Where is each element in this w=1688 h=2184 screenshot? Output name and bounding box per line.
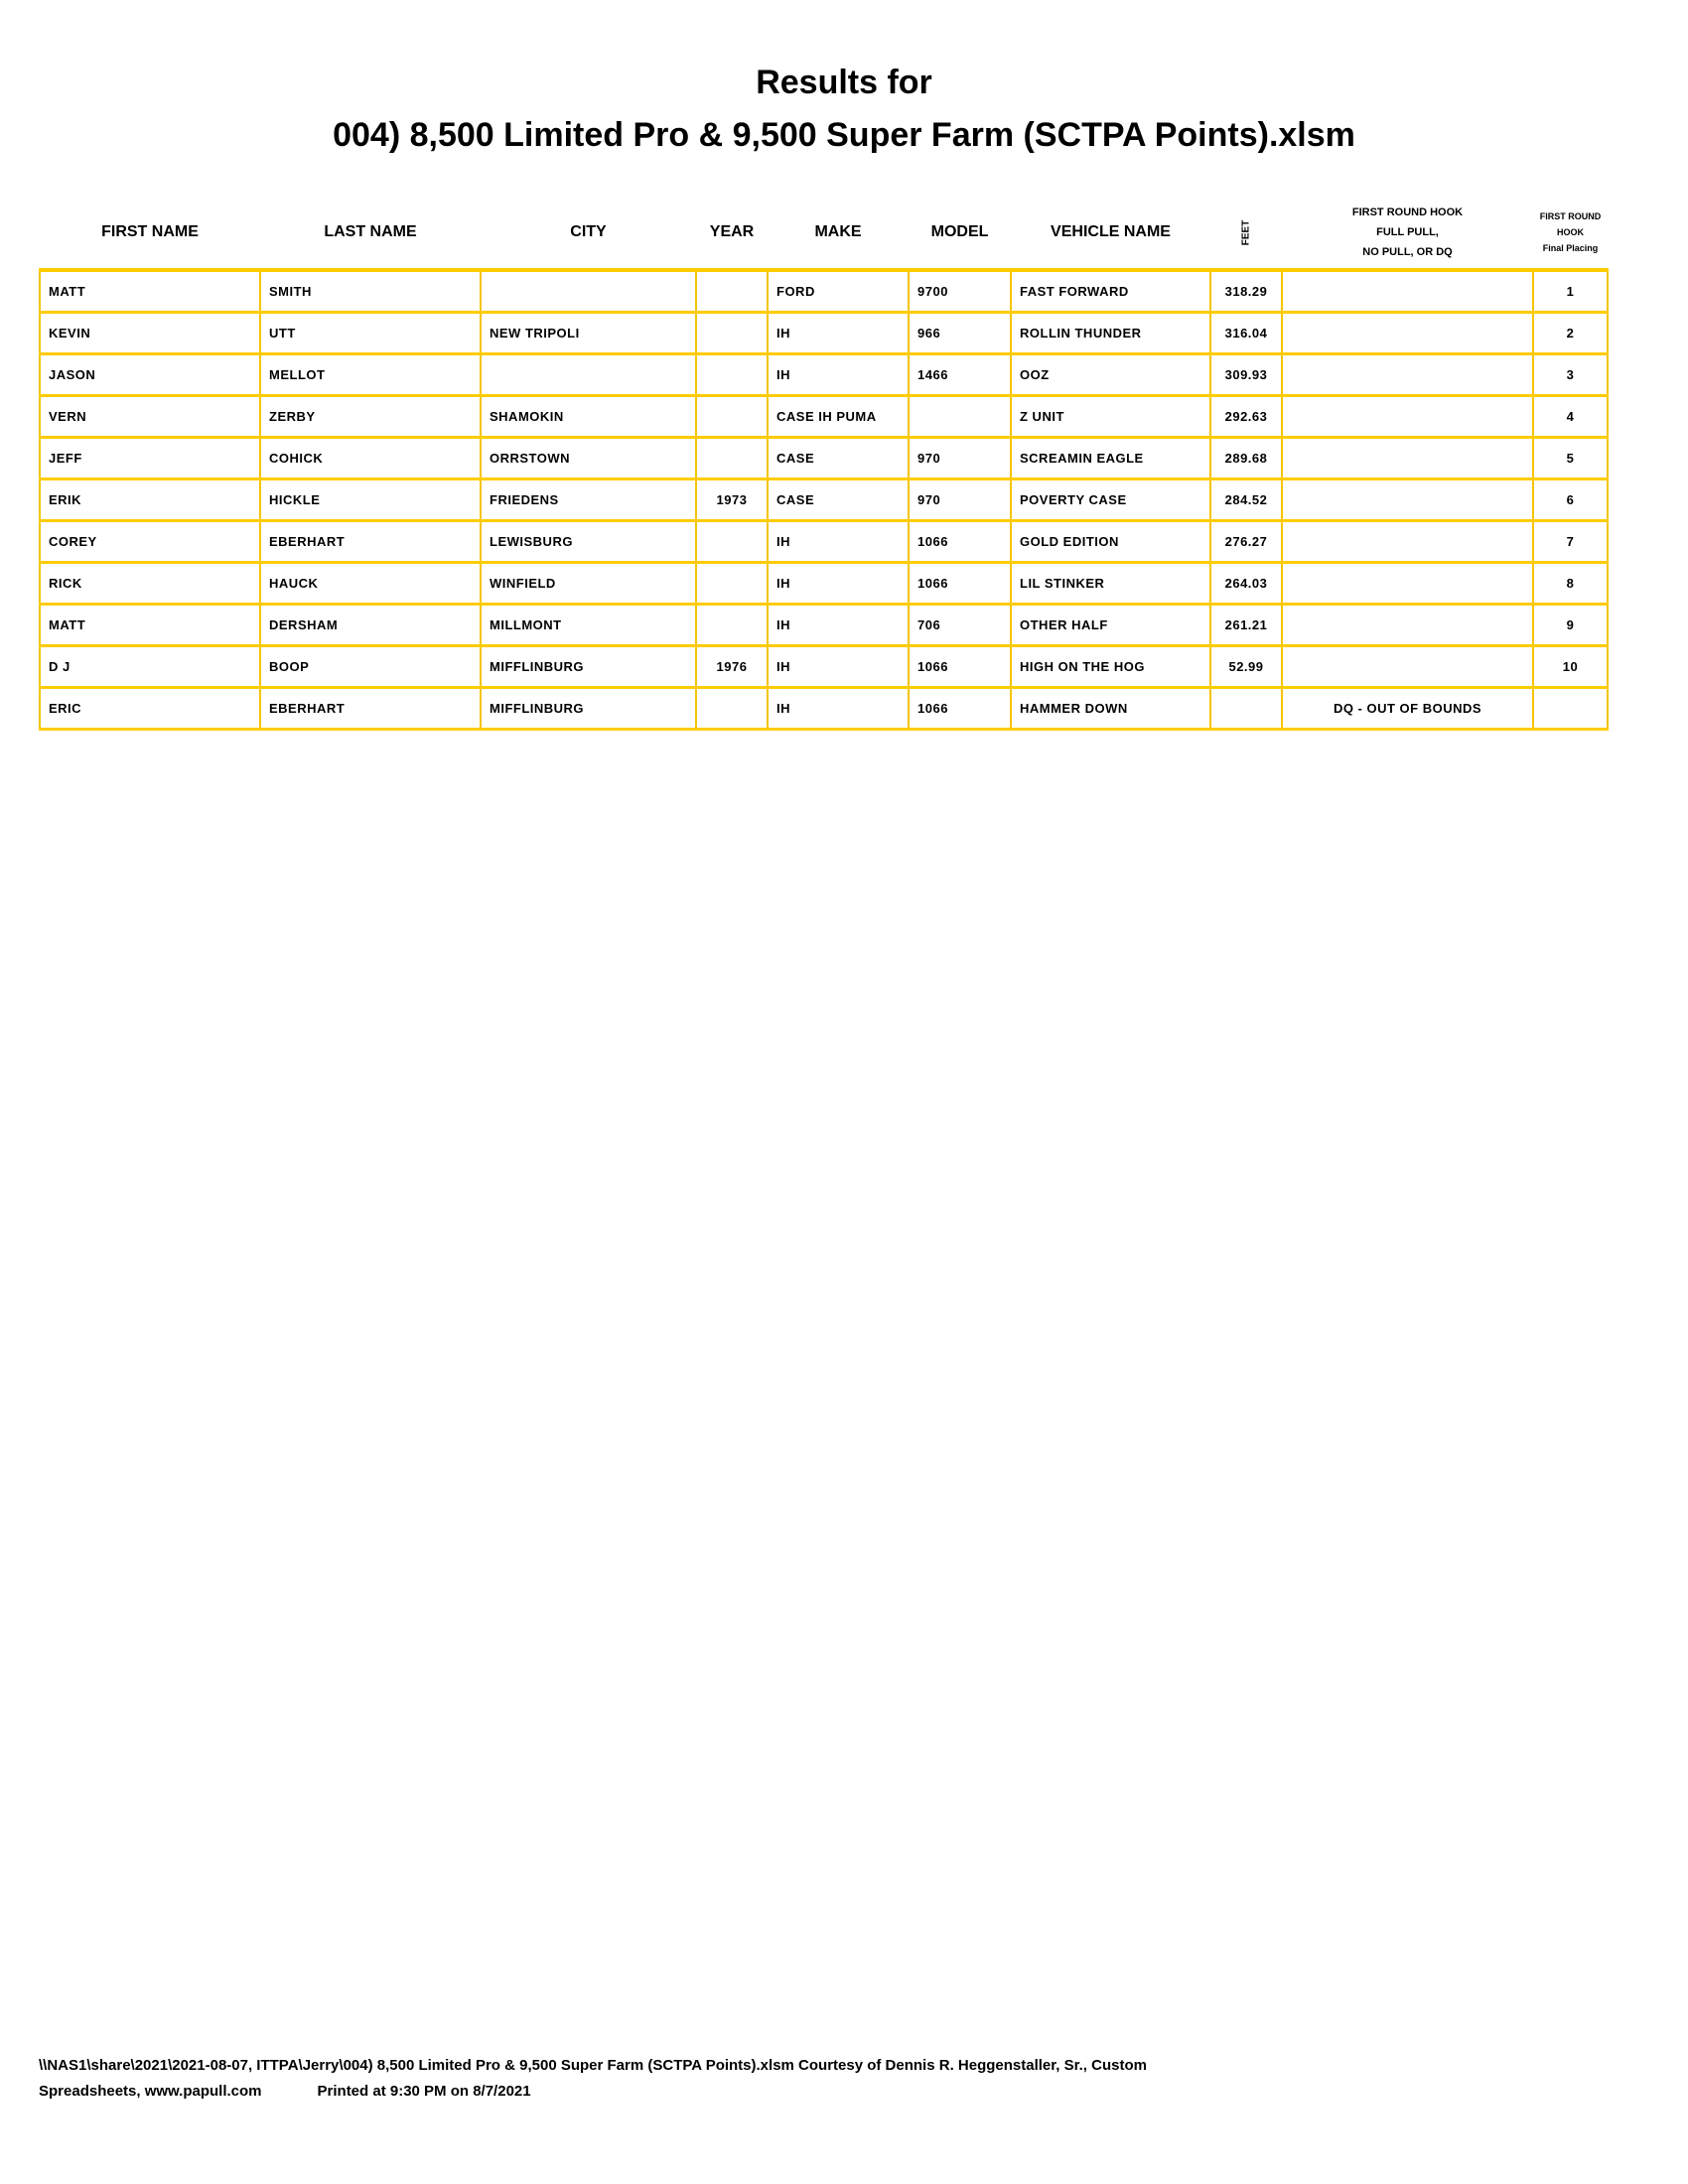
table-cell: DERSHAM xyxy=(260,605,481,646)
table-cell xyxy=(1282,646,1533,688)
table-cell: D J xyxy=(40,646,260,688)
page-title: Results for xyxy=(756,64,932,101)
table-header xyxy=(40,197,1608,270)
table-cell xyxy=(481,354,696,396)
table-cell: 1066 xyxy=(909,646,1011,688)
column-header: MODEL xyxy=(930,223,989,240)
table-cell: 706 xyxy=(909,605,1011,646)
table-cell: 9 xyxy=(1533,605,1608,646)
table-cell xyxy=(1282,521,1533,563)
table-cell: 6 xyxy=(1533,479,1608,521)
table-cell: 261.21 xyxy=(1210,605,1282,646)
table-cell: SHAMOKIN xyxy=(481,396,696,438)
table-row xyxy=(40,688,1608,730)
table-cell: GOLD EDITION xyxy=(1011,521,1210,563)
table-row xyxy=(40,479,1608,521)
results-table xyxy=(39,197,1609,731)
table-cell xyxy=(1282,563,1533,605)
column-header xyxy=(1282,197,1533,270)
table-cell xyxy=(1282,354,1533,396)
table-cell xyxy=(1282,438,1533,479)
table-cell: JEFF xyxy=(40,438,260,479)
table-row xyxy=(40,396,1608,438)
table-cell: VERN xyxy=(40,396,260,438)
table-cell: IH xyxy=(768,521,909,563)
column-header-label: FEET xyxy=(1240,219,1252,245)
table-cell xyxy=(696,521,768,563)
table-row xyxy=(40,438,1608,479)
table-cell: 52.99 xyxy=(1210,646,1282,688)
table-cell: 4 xyxy=(1533,396,1608,438)
table-cell xyxy=(696,688,768,730)
table-cell: ROLLIN THUNDER xyxy=(1011,313,1210,354)
column-header-line: FIRST ROUND xyxy=(1539,211,1602,221)
table-cell: Z UNIT xyxy=(1011,396,1210,438)
column-header xyxy=(1533,197,1608,270)
table-cell: EBERHART xyxy=(260,688,481,730)
table-cell: ERIK xyxy=(40,479,260,521)
table-cell xyxy=(696,438,768,479)
table-cell: FORD xyxy=(768,270,909,313)
table-cell: CASE xyxy=(768,479,909,521)
table-cell: 264.03 xyxy=(1210,563,1282,605)
table-row xyxy=(40,313,1608,354)
table-cell: KEVIN xyxy=(40,313,260,354)
table-cell xyxy=(1210,688,1282,730)
table-cell: 1973 xyxy=(696,479,768,521)
table-cell xyxy=(1282,605,1533,646)
table-cell: BOOP xyxy=(260,646,481,688)
table-cell xyxy=(1282,270,1533,313)
table-cell: 1 xyxy=(1533,270,1608,313)
table-cell: COHICK xyxy=(260,438,481,479)
table-cell: POVERTY CASE xyxy=(1011,479,1210,521)
table-cell xyxy=(481,270,696,313)
table-cell: 9700 xyxy=(909,270,1011,313)
table-cell: 970 xyxy=(909,438,1011,479)
table-cell: UTT xyxy=(260,313,481,354)
column-header: MAKE xyxy=(814,223,862,240)
table-row xyxy=(40,563,1608,605)
table-cell: 7 xyxy=(1533,521,1608,563)
table-cell: LEWISBURG xyxy=(481,521,696,563)
table-cell xyxy=(696,563,768,605)
table-row xyxy=(40,521,1608,563)
table-cell: IH xyxy=(768,354,909,396)
table-cell xyxy=(909,396,1011,438)
table-cell: EBERHART xyxy=(260,521,481,563)
column-header: VEHICLE NAME xyxy=(1051,223,1171,240)
table-cell: IH xyxy=(768,605,909,646)
table-cell: 284.52 xyxy=(1210,479,1282,521)
table-cell: ERIC xyxy=(40,688,260,730)
table-cell: OTHER HALF xyxy=(1011,605,1210,646)
column-header: LAST NAME xyxy=(324,223,417,240)
table-cell xyxy=(1282,313,1533,354)
column-header: CITY xyxy=(570,223,607,240)
table-cell: FRIEDENS xyxy=(481,479,696,521)
table-cell xyxy=(696,354,768,396)
column-header-line: FULL PULL, xyxy=(1376,226,1439,238)
table-cell: SCREAMIN EAGLE xyxy=(1011,438,1210,479)
table-cell: 8 xyxy=(1533,563,1608,605)
table-cell: 309.93 xyxy=(1210,354,1282,396)
table-row xyxy=(40,605,1608,646)
table-cell xyxy=(1282,396,1533,438)
table-cell: 10 xyxy=(1533,646,1608,688)
table-cell xyxy=(1282,479,1533,521)
table-cell: IH xyxy=(768,313,909,354)
table-cell: ZERBY xyxy=(260,396,481,438)
table-cell: ORRSTOWN xyxy=(481,438,696,479)
table-cell: 276.27 xyxy=(1210,521,1282,563)
table-row xyxy=(40,646,1608,688)
footer xyxy=(39,2053,1627,2105)
column-header-line: HOOK xyxy=(1557,227,1584,237)
table-cell xyxy=(1533,688,1608,730)
table-cell: 316.04 xyxy=(1210,313,1282,354)
column-header-line: FIRST ROUND HOOK xyxy=(1351,206,1464,218)
table-cell: 289.68 xyxy=(1210,438,1282,479)
table-cell: RICK xyxy=(40,563,260,605)
table-cell: HICKLE xyxy=(260,479,481,521)
table-cell: 966 xyxy=(909,313,1011,354)
table-cell: IH xyxy=(768,563,909,605)
table-cell: 5 xyxy=(1533,438,1608,479)
table-cell: 1066 xyxy=(909,688,1011,730)
footer-credit: Spreadsheets, www.papull.com xyxy=(39,2083,262,2100)
table-cell xyxy=(696,605,768,646)
table-cell: LIL STINKER xyxy=(1011,563,1210,605)
table-cell: FAST FORWARD xyxy=(1011,270,1210,313)
page-subtitle: 004) 8,500 Limited Pro & 9,500 Super Farm (SCTPA Points).xlsm xyxy=(333,116,1355,154)
table-cell: 970 xyxy=(909,479,1011,521)
table-cell: MELLOT xyxy=(260,354,481,396)
table-cell: MATT xyxy=(40,605,260,646)
table-row xyxy=(40,354,1608,396)
table-cell: 292.63 xyxy=(1210,396,1282,438)
table-cell: JASON xyxy=(40,354,260,396)
table-cell: OOZ xyxy=(1011,354,1210,396)
table-cell: DQ - OUT OF BOUNDS xyxy=(1282,688,1533,730)
column-header: FIRST NAME xyxy=(101,223,199,240)
table-cell: 1066 xyxy=(909,521,1011,563)
table-cell: CASE xyxy=(768,438,909,479)
footer-printed: Printed at 9:30 PM on 8/7/2021 xyxy=(317,2083,531,2100)
table-cell: HAMMER DOWN xyxy=(1011,688,1210,730)
table-cell: MIFFLINBURG xyxy=(481,688,696,730)
table-cell: CASE IH PUMA xyxy=(768,396,909,438)
table-cell xyxy=(696,270,768,313)
table-cell: 1976 xyxy=(696,646,768,688)
column-header-line: Final Placing xyxy=(1542,243,1599,253)
table-cell xyxy=(696,313,768,354)
table-cell: MIFFLINBURG xyxy=(481,646,696,688)
table-cell: 3 xyxy=(1533,354,1608,396)
table-cell: 1466 xyxy=(909,354,1011,396)
column-header xyxy=(1210,197,1282,270)
table-cell: 2 xyxy=(1533,313,1608,354)
table-cell: NEW TRIPOLI xyxy=(481,313,696,354)
table-cell: IH xyxy=(768,688,909,730)
table-row xyxy=(40,270,1608,313)
table-cell: HAUCK xyxy=(260,563,481,605)
table-cell: IH xyxy=(768,646,909,688)
table-cell: SMITH xyxy=(260,270,481,313)
table-cell: MILLMONT xyxy=(481,605,696,646)
table-cell xyxy=(696,396,768,438)
column-header: YEAR xyxy=(709,223,755,240)
table-cell: WINFIELD xyxy=(481,563,696,605)
column-header-line: NO PULL, OR DQ xyxy=(1362,246,1453,258)
table-cell: 318.29 xyxy=(1210,270,1282,313)
footer-path: \\NAS1\share\2021\2021-08-07, ITTPA\Jerry\004) 8,500 Limited Pro & 9,500 Super Farm (SCTPA Points).xlsm Courtesy of Dennis R. Heggenstaller, Sr., Custom xyxy=(39,2057,1147,2074)
table-cell: HIGH ON THE HOG xyxy=(1011,646,1210,688)
table-cell: COREY xyxy=(40,521,260,563)
table-cell: MATT xyxy=(40,270,260,313)
table-cell: 1066 xyxy=(909,563,1011,605)
